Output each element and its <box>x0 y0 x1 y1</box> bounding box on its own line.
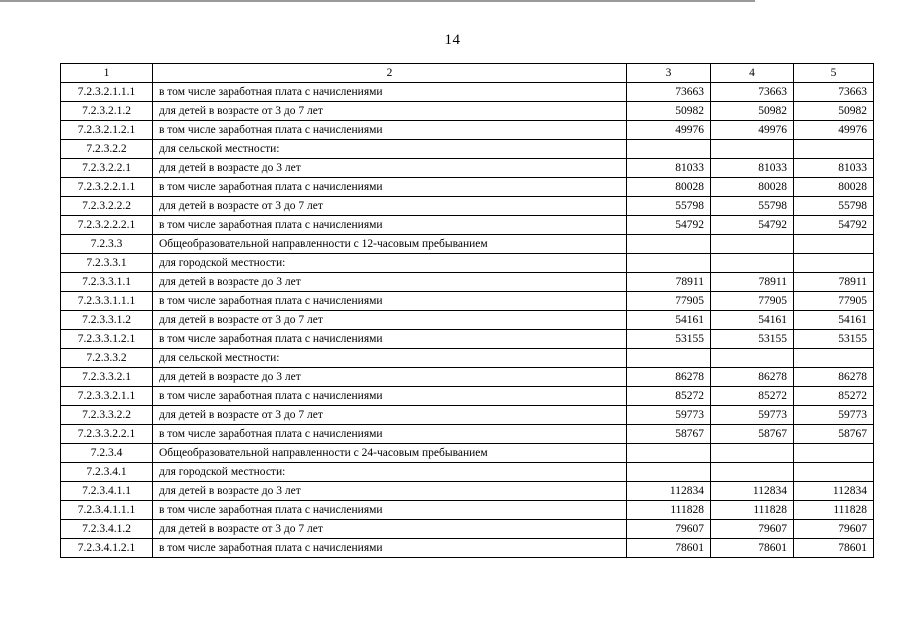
row-code-cell: 7.2.3.3.1.1 <box>61 273 153 292</box>
table-row <box>61 121 874 140</box>
row-value-col3-cell: 78911 <box>627 273 711 292</box>
row-value-col3-cell <box>627 235 711 254</box>
row-value-col3-cell <box>627 254 711 273</box>
row-description-cell: для детей в возрасте до 3 лет <box>153 159 627 178</box>
row-value-col3-cell: 58767 <box>627 425 711 444</box>
row-value-col4-cell: 80028 <box>711 178 794 197</box>
row-value-col5-cell: 112834 <box>794 482 874 501</box>
row-value-col5-cell: 79607 <box>794 520 874 539</box>
row-description-cell: в том числе заработная плата с начислениями <box>153 330 627 349</box>
column-header-4: 4 <box>711 64 794 83</box>
row-code-cell: 7.2.3.2.2 <box>61 140 153 159</box>
row-value-col4-cell: 54792 <box>711 216 794 235</box>
table-row <box>61 273 874 292</box>
row-value-col4-cell: 86278 <box>711 368 794 387</box>
row-value-col4-cell: 112834 <box>711 482 794 501</box>
row-value-col4-cell: 55798 <box>711 197 794 216</box>
row-description-cell: Общеобразовательной направленности с 12-часовым пребыванием <box>153 235 627 254</box>
row-code-cell: 7.2.3.4.1.1.1 <box>61 501 153 520</box>
row-value-col4-cell: 79607 <box>711 520 794 539</box>
row-value-col5-cell: 54161 <box>794 311 874 330</box>
row-value-col4-cell <box>711 140 794 159</box>
row-description-cell: для детей в возрасте до 3 лет <box>153 273 627 292</box>
table-row <box>61 406 874 425</box>
row-value-col4-cell: 49976 <box>711 121 794 140</box>
row-value-col3-cell: 59773 <box>627 406 711 425</box>
column-header-3: 3 <box>627 64 711 83</box>
row-value-col3-cell: 73663 <box>627 83 711 102</box>
row-code-cell: 7.2.3.3.1.2.1 <box>61 330 153 349</box>
column-header-1: 1 <box>61 64 153 83</box>
row-description-cell: для детей в возрасте от 3 до 7 лет <box>153 197 627 216</box>
row-description-cell: в том числе заработная плата с начислениями <box>153 216 627 235</box>
row-value-col4-cell: 77905 <box>711 292 794 311</box>
row-description-cell: для детей в возрасте от 3 до 7 лет <box>153 520 627 539</box>
row-description-cell: в том числе заработная плата с начислениями <box>153 425 627 444</box>
row-value-col4-cell <box>711 463 794 482</box>
page-number: 14 <box>444 32 461 48</box>
row-value-col4-cell: 54161 <box>711 311 794 330</box>
row-value-col3-cell <box>627 140 711 159</box>
row-code-cell: 7.2.3.4.1 <box>61 463 153 482</box>
row-code-cell: 7.2.3.4.1.2.1 <box>61 539 153 558</box>
row-value-col5-cell: 111828 <box>794 501 874 520</box>
row-value-col4-cell: 58767 <box>711 425 794 444</box>
row-code-cell: 7.2.3.3.2.2 <box>61 406 153 425</box>
row-code-cell: 7.2.3.4.1.1 <box>61 482 153 501</box>
row-value-col3-cell <box>627 444 711 463</box>
table-row <box>61 216 874 235</box>
table-body <box>61 83 874 558</box>
row-description-cell: для детей в возрасте от 3 до 7 лет <box>153 311 627 330</box>
row-value-col3-cell: 77905 <box>627 292 711 311</box>
row-value-col3-cell <box>627 463 711 482</box>
row-description-cell: для детей в возрасте от 3 до 7 лет <box>153 406 627 425</box>
table-row <box>61 330 874 349</box>
row-value-col5-cell: 78911 <box>794 273 874 292</box>
row-value-col4-cell: 73663 <box>711 83 794 102</box>
row-value-col5-cell: 54792 <box>794 216 874 235</box>
row-value-col5-cell <box>794 140 874 159</box>
table-row <box>61 254 874 273</box>
row-description-cell: для городской местности: <box>153 463 627 482</box>
table-row <box>61 387 874 406</box>
row-code-cell: 7.2.3.3.2 <box>61 349 153 368</box>
row-value-col3-cell: 111828 <box>627 501 711 520</box>
table-row <box>61 349 874 368</box>
budget-table <box>60 63 874 558</box>
row-value-col3-cell: 85272 <box>627 387 711 406</box>
row-value-col4-cell <box>711 349 794 368</box>
row-value-col4-cell: 59773 <box>711 406 794 425</box>
row-value-col3-cell: 55798 <box>627 197 711 216</box>
row-description-cell: в том числе заработная плата с начислениями <box>153 83 627 102</box>
row-code-cell: 7.2.3.2.2.2 <box>61 197 153 216</box>
table-row <box>61 292 874 311</box>
row-description-cell: в том числе заработная плата с начислениями <box>153 178 627 197</box>
row-code-cell: 7.2.3.3.1.1.1 <box>61 292 153 311</box>
table-row <box>61 197 874 216</box>
row-value-col5-cell: 55798 <box>794 197 874 216</box>
row-value-col4-cell <box>711 235 794 254</box>
row-value-col5-cell: 53155 <box>794 330 874 349</box>
row-code-cell: 7.2.3.4 <box>61 444 153 463</box>
row-value-col3-cell: 53155 <box>627 330 711 349</box>
column-header-2: 2 <box>153 64 627 83</box>
table-row <box>61 140 874 159</box>
row-code-cell: 7.2.3.3.2.1.1 <box>61 387 153 406</box>
row-value-col5-cell: 77905 <box>794 292 874 311</box>
row-code-cell: 7.2.3.3.2.1 <box>61 368 153 387</box>
row-value-col5-cell: 73663 <box>794 83 874 102</box>
table-row <box>61 520 874 539</box>
row-code-cell: 7.2.3.3.1.2 <box>61 311 153 330</box>
column-header-5: 5 <box>794 64 874 83</box>
table-row <box>61 539 874 558</box>
row-value-col4-cell: 78601 <box>711 539 794 558</box>
row-value-col4-cell: 78911 <box>711 273 794 292</box>
row-value-col5-cell <box>794 444 874 463</box>
table-row <box>61 102 874 121</box>
row-value-col3-cell: 54161 <box>627 311 711 330</box>
row-value-col5-cell: 86278 <box>794 368 874 387</box>
row-value-col5-cell: 58767 <box>794 425 874 444</box>
table-row <box>61 425 874 444</box>
row-description-cell: для детей в возрасте до 3 лет <box>153 368 627 387</box>
table-row <box>61 235 874 254</box>
row-value-col5-cell <box>794 349 874 368</box>
row-value-col4-cell: 81033 <box>711 159 794 178</box>
table-row <box>61 444 874 463</box>
row-value-col4-cell: 111828 <box>711 501 794 520</box>
row-code-cell: 7.2.3.3.2.2.1 <box>61 425 153 444</box>
row-value-col4-cell: 53155 <box>711 330 794 349</box>
row-description-cell: в том числе заработная плата с начислениями <box>153 539 627 558</box>
row-code-cell: 7.2.3.2.1.1.1 <box>61 83 153 102</box>
row-code-cell: 7.2.3.2.1.2 <box>61 102 153 121</box>
row-description-cell: в том числе заработная плата с начислениями <box>153 292 627 311</box>
row-value-col5-cell: 59773 <box>794 406 874 425</box>
row-description-cell: для детей в возрасте до 3 лет <box>153 482 627 501</box>
row-description-cell: для сельской местности: <box>153 349 627 368</box>
row-value-col4-cell: 50982 <box>711 102 794 121</box>
row-description-cell: Общеобразовательной направленности с 24-часовым пребыванием <box>153 444 627 463</box>
row-value-col3-cell: 79607 <box>627 520 711 539</box>
row-description-cell: в том числе заработная плата с начислениями <box>153 501 627 520</box>
table-row <box>61 311 874 330</box>
table-row <box>61 159 874 178</box>
table-row <box>61 501 874 520</box>
row-value-col3-cell: 50982 <box>627 102 711 121</box>
row-description-cell: для сельской местности: <box>153 140 627 159</box>
row-value-col5-cell: 81033 <box>794 159 874 178</box>
row-value-col4-cell <box>711 444 794 463</box>
row-value-col3-cell <box>627 349 711 368</box>
row-description-cell: для городской местности: <box>153 254 627 273</box>
row-value-col4-cell <box>711 254 794 273</box>
scan-edge-line <box>0 0 755 2</box>
row-code-cell: 7.2.3.2.2.1.1 <box>61 178 153 197</box>
table-row <box>61 368 874 387</box>
row-value-col5-cell: 50982 <box>794 102 874 121</box>
table-row <box>61 83 874 102</box>
row-description-cell: для детей в возрасте от 3 до 7 лет <box>153 102 627 121</box>
row-value-col4-cell: 85272 <box>711 387 794 406</box>
table-row <box>61 463 874 482</box>
row-code-cell: 7.2.3.2.1.2.1 <box>61 121 153 140</box>
row-value-col3-cell: 86278 <box>627 368 711 387</box>
row-value-col5-cell: 78601 <box>794 539 874 558</box>
row-value-col5-cell: 49976 <box>794 121 874 140</box>
row-code-cell: 7.2.3.2.2.1 <box>61 159 153 178</box>
row-value-col3-cell: 112834 <box>627 482 711 501</box>
row-description-cell: в том числе заработная плата с начислениями <box>153 121 627 140</box>
table-row <box>61 482 874 501</box>
row-value-col5-cell: 80028 <box>794 178 874 197</box>
row-value-col5-cell <box>794 235 874 254</box>
row-value-col3-cell: 80028 <box>627 178 711 197</box>
table-row <box>61 178 874 197</box>
table-header <box>61 64 874 83</box>
row-value-col3-cell: 49976 <box>627 121 711 140</box>
row-value-col3-cell: 78601 <box>627 539 711 558</box>
row-code-cell: 7.2.3.3.1 <box>61 254 153 273</box>
row-code-cell: 7.2.3.4.1.2 <box>61 520 153 539</box>
row-value-col5-cell <box>794 463 874 482</box>
row-code-cell: 7.2.3.2.2.2.1 <box>61 216 153 235</box>
row-value-col5-cell: 85272 <box>794 387 874 406</box>
header-row <box>61 64 874 83</box>
row-description-cell: в том числе заработная плата с начислениями <box>153 387 627 406</box>
row-value-col3-cell: 81033 <box>627 159 711 178</box>
row-code-cell: 7.2.3.3 <box>61 235 153 254</box>
row-value-col5-cell <box>794 254 874 273</box>
row-value-col3-cell: 54792 <box>627 216 711 235</box>
